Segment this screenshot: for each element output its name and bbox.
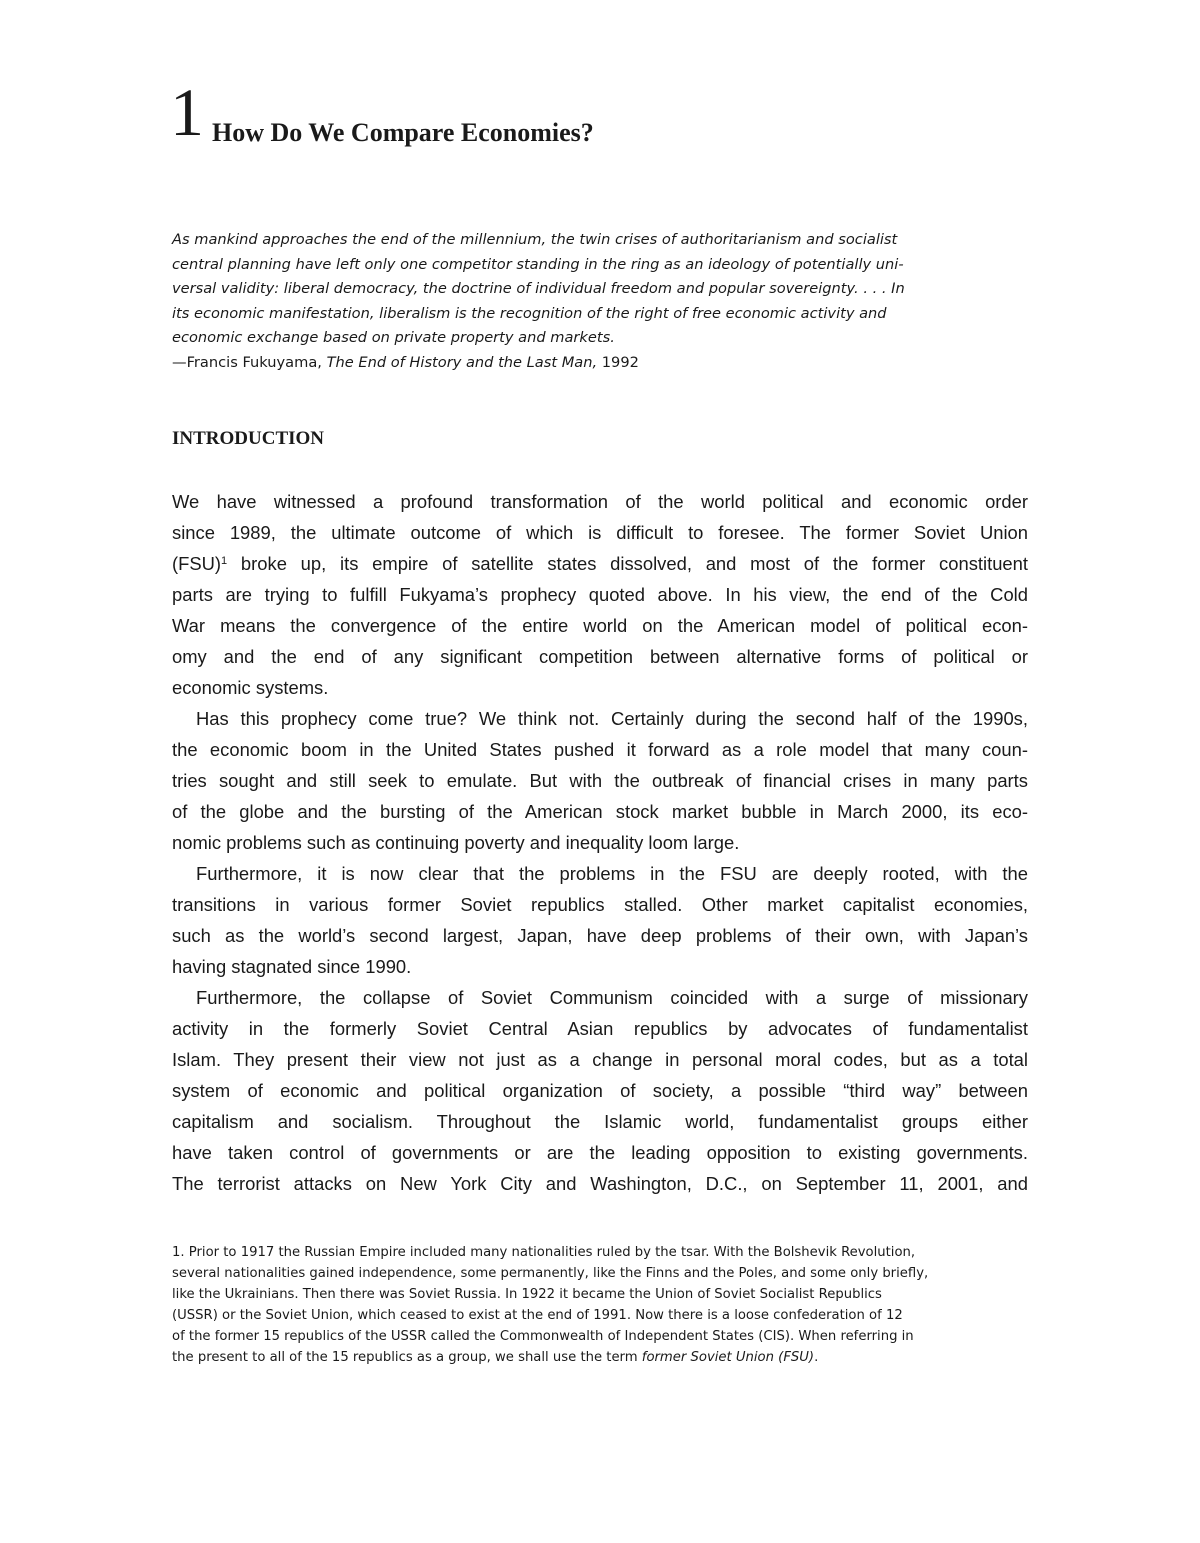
footnote-text: the present to all of the 15 republics as a group, we shall use the term [172, 1350, 642, 1365]
footnote [172, 1242, 1032, 1368]
footnote-line: 1. Prior to 1917 the Russian Empire included many nationalities ruled by the tsar. With the Bolshevik Revolution, [172, 1245, 916, 1260]
footnote-line: several nationalities gained independence, some permanently, like the Finns and the Poles, and some only briefly, [172, 1266, 929, 1281]
epigraph-line: economic exchange based on private property and markets. [172, 329, 615, 346]
text-line: nomic problems such as continuing poverty and inequality loom large. [172, 832, 740, 853]
text-line-rest: broke up, its empire of satellite states dissolved, and most of the former constituent [227, 553, 1028, 574]
epigraph-line: central planning have left only one competitor standing in the ring as an ideology of potentially uni- [172, 255, 904, 273]
text-line: transitions in various former Soviet republics stalled. Other market capitalist economies, [172, 894, 1028, 915]
body-text [172, 486, 1032, 1199]
text-line: War means the convergence of the entire world on the American model of political econ- [172, 615, 1028, 636]
chapter-header [170, 74, 1030, 158]
text-line: The terrorist attacks on New York City and Washington, D.C., on September 11, 2001, and [172, 1173, 1028, 1194]
attribution-author: —Francis Fukuyama, [172, 353, 327, 371]
text-line: Has this prophecy come true? We think not. Certainly during the second half of the 1990s, [196, 708, 1028, 729]
text-line: parts are trying to fulfill Fukyama’s prophecy quoted above. In his view, the end of the Cold [172, 584, 1028, 605]
footnote-end: . [814, 1350, 819, 1365]
epigraph-attribution [172, 351, 1032, 376]
attribution-work: The End of History and the Last Man, [326, 353, 598, 371]
text-line: having stagnated since 1990. [172, 956, 412, 977]
epigraph-line: versal validity: liberal democracy, the doctrine of individual freedom and popular sovereignty. . . . In [172, 280, 905, 297]
attribution-year: 1992 [597, 353, 639, 371]
text-line: the economic boom in the United States pushed it forward as a role model that many coun- [172, 739, 1028, 760]
text-line: capitalism and socialism. Throughout the Islamic world, fundamentalist groups either [172, 1111, 1028, 1132]
text-line: Furthermore, it is now clear that the problems in the FSU are deeply rooted, with the [196, 863, 1028, 884]
footnote-term: former Soviet Union (FSU) [641, 1350, 815, 1365]
paragraph-2 [172, 703, 1032, 858]
text-line: since 1989, the ultimate outcome of which is difficult to foresee. The former Soviet Union [172, 522, 1028, 543]
footnote-line: like the Ukrainians. Then there was Soviet Russia. In 1922 it became the Union of Soviet Socialist Republics [172, 1287, 882, 1302]
text-line: tries sought and still seek to emulate. But with the outbreak of financial crises in many parts [172, 770, 1028, 791]
text-line: We have witnessed a profound transformation of the world political and economic order [172, 491, 1028, 512]
paragraph-1 [172, 486, 1032, 703]
chapter-title: How Do We Compare Economies? [212, 118, 594, 147]
footnote-line: (USSR) or the Soviet Union, which ceased to exist at the end of 1991. Now there is a loose confederation of 12 [172, 1308, 903, 1323]
epigraph-line: its economic manifestation, liberalism is the recognition of the right of free economic activity and [172, 304, 887, 322]
fsu-abbreviation: (FSU) [172, 553, 222, 574]
epigraph-line: As mankind approaches the end of the millennium, the twin crises of authoritarianism and socialist [172, 231, 898, 248]
section-heading: INTRODUCTION [172, 428, 325, 449]
text-line [172, 548, 1028, 579]
text-line: economic systems. [172, 677, 329, 698]
text-line: system of economic and political organization of society, a possible “third way” between [172, 1080, 1028, 1101]
text-line: omy and the end of any significant competition between alternative forms of political or [172, 646, 1028, 667]
paragraph-4 [172, 982, 1032, 1199]
text-line: activity in the formerly Soviet Central Asian republics by advocates of fundamentalist [172, 1018, 1028, 1039]
epigraph [172, 228, 1032, 375]
text-line: of the globe and the bursting of the American stock market bubble in March 2000, its eco- [172, 801, 1028, 822]
text-line: have taken control of governments or are the leading opposition to existing governments. [172, 1142, 1028, 1163]
footnote-reference[interactable]: 1 [221, 555, 228, 567]
chapter-number: 1 [170, 74, 204, 150]
text-line: Islam. They present their view not just as a change in personal moral codes, but as a total [172, 1049, 1028, 1070]
text-line: Furthermore, the collapse of Soviet Communism coincided with a surge of missionary [196, 987, 1028, 1008]
text-line: such as the world’s second largest, Japan, have deep problems of their own, with Japan’s [172, 925, 1028, 946]
footnote-line [172, 1347, 1032, 1368]
footnote-line: of the former 15 republics of the USSR called the Commonwealth of Independent States (CIS). When referring in [172, 1329, 914, 1344]
paragraph-3 [172, 858, 1032, 982]
